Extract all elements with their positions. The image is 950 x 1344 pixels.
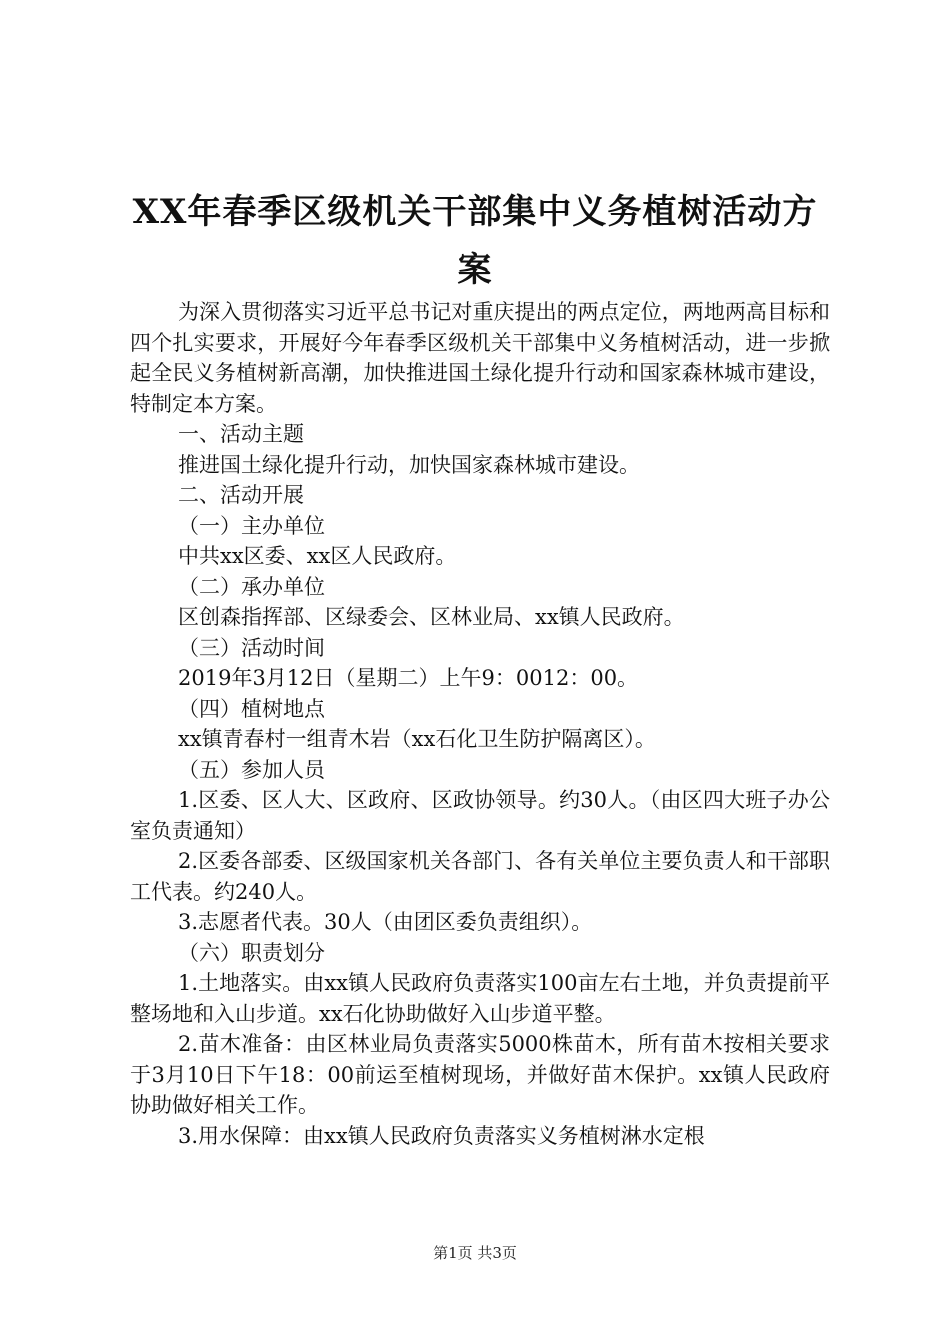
paragraph-co-organizer: 区创森指挥部、区绿委会、区林业局、xx镇人民政府。	[178, 605, 685, 629]
page-footer: 第1页 共3页	[433, 1244, 517, 1262]
paragraph-theme: 推进国土绿化提升行动，加快国家森林城市建设。	[178, 452, 640, 477]
subheading-participants: （五）参加人员	[178, 757, 325, 782]
subheading-time: （三）活动时间	[178, 635, 325, 660]
paragraph-responsibility-1: 1.土地落实。由xx镇人民政府负责落实100亩左右土地，并负责提前平整场地和入山步道。xx石化协助做好入山步道平整。	[130, 971, 830, 1026]
section-heading-activity: 二、活动开展	[178, 483, 304, 507]
paragraph-participants-2: 2.区委各部委、区级国家机关各部门、各有关单位主要负责人和干部职工代表。约240人。	[130, 849, 830, 904]
paragraph-organizer: 中共xx区委、xx区人民政府。	[178, 544, 457, 568]
document-title-line-2: 案	[457, 250, 493, 290]
subheading-co-organizer: （二）承办单位	[178, 574, 325, 599]
document-body	[130, 297, 830, 1151]
paragraph-responsibility-2: 2.苗木准备：由区林业局负责落实5000株苗木，所有苗木按相关要求于3月10日下午18：00前运至植树现场，并做好苗木保护。xx镇人民政府协助做好相关工作。	[130, 1032, 830, 1117]
subheading-responsibilities: （六）职责划分	[178, 940, 325, 965]
subheading-organizer: （一）主办单位	[178, 513, 325, 538]
section-heading-theme: 一、活动主题	[178, 422, 304, 446]
paragraph-responsibility-3: 3.用水保障：由xx镇人民政府负责落实义务植树淋水定根	[178, 1123, 705, 1148]
paragraph-participants-3: 3.志愿者代表。30人（由团区委负责组织）。	[178, 910, 593, 934]
paragraph-location: xx镇青春村一组青木岩（xx石化卫生防护隔离区）。	[178, 727, 656, 751]
paragraph-time: 2019年3月12日（星期二）上午9：0012：00。	[178, 666, 639, 690]
intro-paragraph: 为深入贯彻落实习近平总书记对重庆提出的两点定位，两地两高目标和四个扎实要求，开展好今年春季区级机关干部集中义务植树活动，进一步掀起全民义务植树新高潮，加快推进国土绿化提升行动和国家森林城市建设，特制定本方案。	[130, 300, 830, 416]
subheading-location: （四）植树地点	[178, 696, 325, 721]
document-title-line-1: XX年春季区级机关干部集中义务植树活动方	[132, 192, 818, 232]
paragraph-participants-1: 1.区委、区人大、区政府、区政协领导。约30人。（由区四大班子办公室负责通知）	[130, 788, 830, 843]
